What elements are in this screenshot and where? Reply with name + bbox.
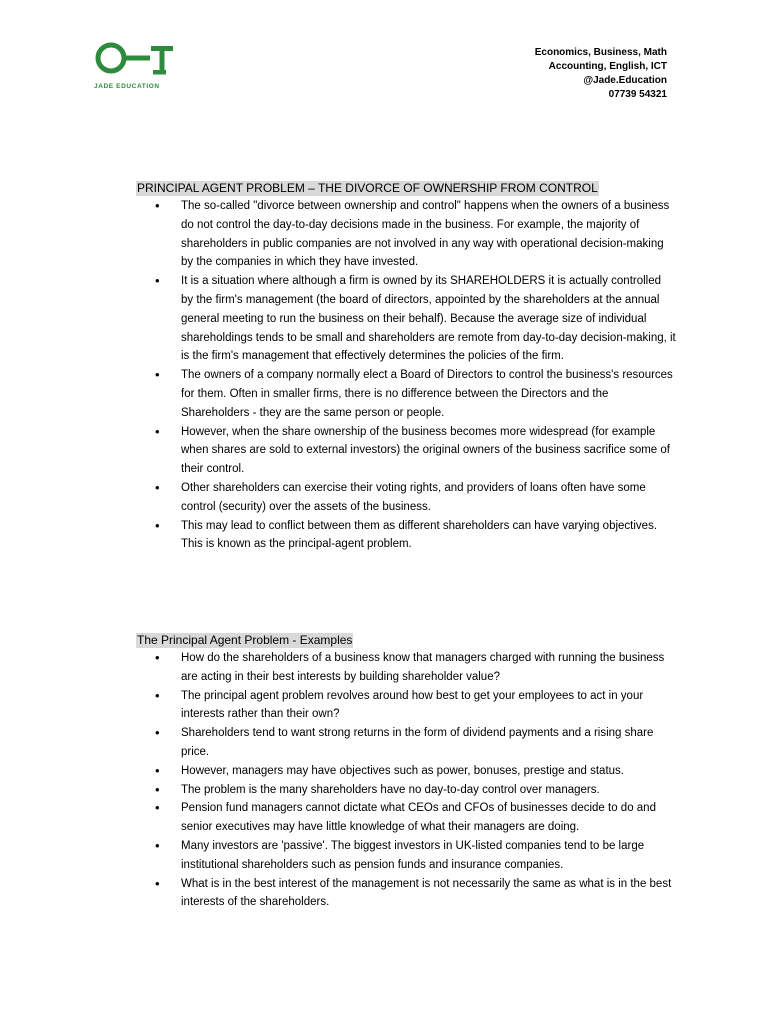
contact-subjects-1: Economics, Business, Math (534, 47, 667, 58)
list-item: • What is in the best interest of the management is not necessarily the same as what is in the best interests of the shareholders. (136, 875, 676, 913)
section-heading: The Principal Agent Problem - Examples (137, 633, 353, 647)
list-item: • How do the shareholders of a business know that managers charged with running the business are acting in their best interests by building shareholder value? (136, 649, 676, 687)
list-item: • The so-called "divorce between ownership and control" happens when the owners of a business do not control the day-to-day decisions made in the business. For example, the majority of shareholders in public companies are not involved in any way with operational decision-making by the companies in which they have invested. (136, 197, 676, 272)
list-item: • Many investors are 'passive'. The biggest investors in UK-listed companies tend to be large institutional shareholders such as pension funds and insurance companies. (136, 837, 676, 875)
list-item: • However, when the share ownership of the business becomes more widespread (for example when shares are sold to external investors) the original owners of the business sacrifice some of their control. (136, 423, 676, 479)
logo-wordmark: JADE EDUCATION (94, 83, 160, 90)
list-item: • The principal agent problem revolves around how best to get your employees to act in your interests rather than their own? (136, 687, 676, 725)
list-item: • Shareholders tend to want strong returns in the form of dividend payments and a rising share price. (136, 724, 676, 762)
header-contact (535, 46, 667, 102)
section-principal-agent-examples (136, 631, 676, 912)
bullet-list (136, 197, 676, 554)
contact-phone: 07739 54321 (608, 89, 667, 100)
key-icon (94, 40, 176, 80)
contact-subjects-2: Accounting, English, ICT (548, 61, 667, 72)
section-divorce-ownership-control (136, 179, 676, 554)
list-item: • It is a situation where although a firm is owned by its SHAREHOLDERS it is actually controlled by the firm's management (the board of directors, appointed by the shareholders at the annual general meeting to run the business on their behalf). Because the average size of individual shareholdings tends to be small and shareholders are remote from day-to-day decision-making, it is the firm's management that effectively determines the policies of the firm. (136, 272, 676, 366)
list-item: • This may lead to conflict between them as different shareholders can have varying objectives. This is known as the principal-agent problem. (136, 517, 676, 555)
contact-handle: @Jade.Education (583, 75, 667, 86)
jade-education-logo (94, 40, 176, 96)
list-item: • Other shareholders can exercise their voting rights, and providers of loans often have some control (security) over the assets of the business. (136, 479, 676, 517)
list-item: • The owners of a company normally elect a Board of Directors to control the business's resources for them. Often in smaller firms, there is no difference between the Directors and the Shareholders - they are the same person or people. (136, 366, 676, 422)
list-item: • Pension fund managers cannot dictate what CEOs and CFOs of businesses decide to do and senior executives may have little knowledge of what their managers are doing. (136, 799, 676, 837)
section-heading: PRINCIPAL AGENT PROBLEM – THE DIVORCE OF OWNERSHIP FROM CONTROL (137, 181, 598, 195)
list-item: • However, managers may have objectives such as power, bonuses, prestige and status. (136, 762, 676, 781)
bullet-list (136, 649, 676, 912)
list-item: • The problem is the many shareholders have no day-to-day control over managers. (136, 781, 676, 800)
